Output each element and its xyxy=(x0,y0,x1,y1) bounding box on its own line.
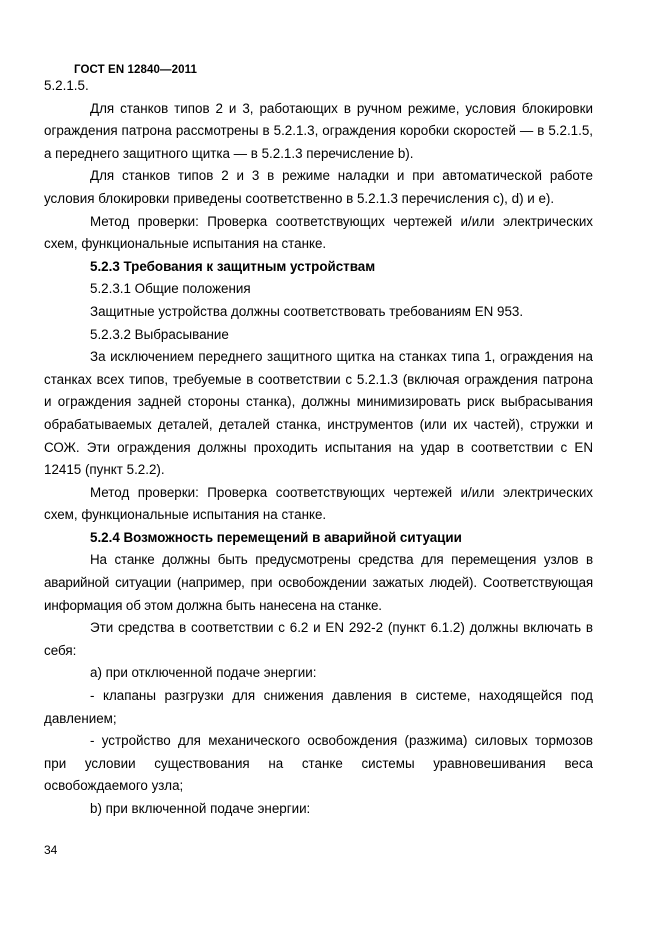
paragraph-interlock-manual-mode: Для станков типов 2 и 3, работающих в ручном режиме, условия блокировки ограждения патрона рассмотрены в 5.2.1.3, ограждения коробки скоростей — в 5.2.1.5, а переднего защитного щитка — в 5.2.1.3 перечисление b). xyxy=(44,100,593,161)
list-item-relief-valves: - клапаны разгрузки для снижения давления в системе, находящейся под давлением; xyxy=(44,688,593,726)
paragraph-ejection: За исключением переднего защитного щитка на станках типа 1, ограждения на станках всех типов, требуемые в соответствии с 5.2.1.3 (включая ограждения патрона и ограждения задней стороны станка), должны минимизировать риск выбрасывания обрабатываемых деталей, деталей станка, инструментов (или их частей), стружки и СОЖ. Эти ограждения должны проходить испытания на удар в соответствии с EN 12415 (пункт 5.2.2). xyxy=(44,349,593,478)
paragraph-emergency-movement: На станке должны быть предусмотрены средства для перемещения узлов в аварийной ситуации (например, при освобождении зажатых людей). Соответствующая информация об этом должна быть нанесена на станке. xyxy=(44,552,593,613)
list-item-a: а) при отключенной подаче энергии: xyxy=(90,665,317,681)
paragraph-protective-devices: Защитные устройства должны соответствовать требованиям EN 953. xyxy=(90,303,524,319)
clause-reference-continuation: 5.2.1.5. xyxy=(44,78,89,93)
document-body xyxy=(44,75,593,821)
paragraph-interlock-setup-mode: Для станков типов 2 и 3 в режиме наладки и при автоматической работе условия блокировки приведены соответственно в 5.2.1.3 перечисления с), d) и е). xyxy=(44,168,593,206)
subsection-heading-5-2-3-2: 5.2.3.2 Выбрасывание xyxy=(90,326,229,342)
list-item-b: b) при включенной подаче энергии: xyxy=(90,801,311,816)
paragraph-verification-method-2: Метод проверки: Проверка соответствующих чертежей и/или электрических схем, функциональные испытания на станке. xyxy=(44,484,593,523)
page-number: 34 xyxy=(44,843,58,857)
subsection-heading-5-2-3-1: 5.2.3.1 Общие положения xyxy=(90,281,251,297)
list-item-brake-release: - устройство для механического освобождения (разжима) силовых тормозов при условии существования на станке системы уравновешивания веса освобождаемого узла; xyxy=(44,733,593,794)
paragraph-means-include: Эти средства в соответствии с 6.2 и EN 292-2 (пункт 6.1.2) должны включать в себя: xyxy=(44,620,593,658)
section-heading-5-2-3: 5.2.3 Требования к защитным устройствам xyxy=(90,258,376,274)
paragraph-verification-method-1: Метод проверки: Проверка соответствующих чертежей и/или электрических схем, функциональные испытания на станке. xyxy=(44,213,593,252)
section-heading-5-2-4: 5.2.4 Возможность перемещений в аварийной ситуации xyxy=(90,529,462,545)
standard-header: ГОСТ EN 12840—2011 xyxy=(74,64,197,76)
